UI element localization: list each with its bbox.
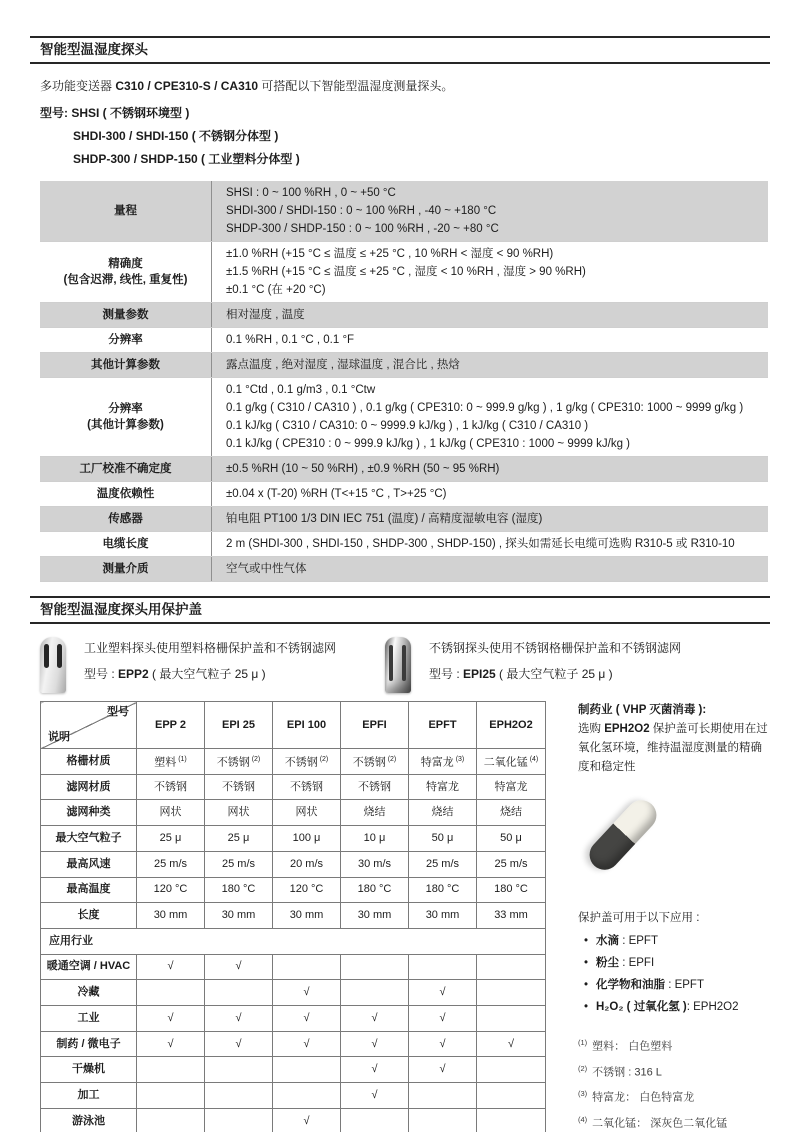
spec-value-line: 露点温度 , 绝对湿度 , 湿球温度 , 混合比 , 热焓 [226,359,460,371]
caps-usage-list [578,930,770,1018]
value-cell: 120 °C [137,877,205,903]
spec-row [40,378,768,457]
probe-model-label: 型号 : [84,667,119,681]
check-cell: √ [341,1006,409,1032]
column-header: EPFT [409,702,477,749]
spec-row-label [40,482,212,507]
column-header: EPI 25 [205,702,273,749]
pharma-note [578,720,770,777]
protection-row [41,1057,546,1083]
row-label: 滤网材质 [41,774,137,800]
spec-row-label [40,557,212,582]
bullet-term: 粉尘 [596,957,619,969]
spec-row [40,482,768,507]
bullet-value: : EPH2O2 [686,1001,739,1013]
spec-value-line: SHDP-300 / SHDP-150 : 0 ~ 100 %RH , -20 ~ +80 °C [226,223,499,235]
protection-row [41,928,546,954]
probe-card-text [84,636,336,682]
protection-row [41,1006,546,1032]
row-label: 冷藏 [41,980,137,1006]
check-cell [137,1083,205,1109]
spec-row-label [40,532,212,557]
spec-value-line: 2 m (SHDI-300 , SHDI-150 , SHDP-300 , SHDP-150) , 探头如需延长电缆可选购 R310-5 或 R310-10 [226,538,735,550]
check-cell: √ [205,954,273,980]
model-line: SHDI-300 / SHDI-150 ( 不锈钢分体型 ) [73,129,279,143]
value-cell: 特富龙 [477,774,546,800]
value-cell: 180 °C [409,877,477,903]
spec-value-line: ±1.5 %RH (+15 °C ≤ 温度 ≤ +25 °C , 湿度 < 10 %RH , 湿度 > 90 %RH) [226,266,586,278]
protection-head-row [41,702,546,749]
check-cell: √ [409,1006,477,1032]
value-cell: 特富龙 [409,774,477,800]
value-cell: 不锈钢 [205,774,273,800]
bullet-value: : EPFT [619,935,658,947]
spec-value-line: 0.1 kJ/kg ( CPE310 : 0 ~ 999.9 kJ/kg ) , 1 kJ/kg ( CPE310 : 1000 ~ 9999 kJ/kg ) [226,438,630,450]
protection-row [41,774,546,800]
value-cell: 不锈钢 [341,774,409,800]
spec-value-line: 0.1 °Ctd , 0.1 g/m3 , 0.1 °Ctw [226,384,376,396]
spec-row-value [212,303,769,328]
intro-models-bold: C310 / CPE310-S / CA310 [115,79,259,93]
bullet-term: 水滴 [596,935,619,947]
value-cell: 30 mm [205,903,273,929]
spec-row-label [40,328,212,353]
model-line: 型号: SHSI ( 不锈钢环境型 ) [40,106,190,120]
value-cell: 25 m/s [477,851,546,877]
protection-row [41,1031,546,1057]
value-cell: 180 °C [341,877,409,903]
spec-row [40,457,768,482]
check-cell: √ [205,1006,273,1032]
check-cell [341,954,409,980]
spec-value-line: 0.1 %RH , 0.1 °C , 0.1 °F [226,334,355,346]
footnote-marker: (1) [578,1038,588,1047]
row-label: 工业 [41,1006,137,1032]
spec-table-body [40,181,768,582]
probe-model-line [429,666,681,682]
spec-row-label [40,353,212,378]
steel-probe-cap-icon [385,637,411,693]
footnote [578,1032,770,1058]
value-cell: 网状 [137,800,205,826]
check-cell [137,1057,205,1083]
pharma-note-post: 保护盖可长期使用在过氧化氢环境，维持温湿度测量的精确度和稳定性 [578,723,768,773]
spec-value-line: 铂电阻 PT100 1/3 DIN IEC 751 (温度) / 高精度湿敏电容 (湿度) [226,513,543,525]
bullet-term: 化学物和油脂 [596,979,665,991]
capsule-icon [583,794,662,876]
footnotes [578,1032,770,1132]
check-cell [273,1083,341,1109]
check-cell [205,1108,273,1132]
spec-row [40,353,768,378]
value-cell: 30 mm [341,903,409,929]
spec-row-value [212,181,769,242]
spec-label-text: 工厂校准不确定度 [79,463,172,475]
column-header: EPP 2 [137,702,205,749]
intro-text-pre: 多功能变送器 [40,79,116,93]
bullet-value: : EPFT [665,979,704,991]
spec-row-value [212,457,769,482]
row-label: 最高温度 [41,877,137,903]
spec-label-text: 温度依赖性 [96,488,155,500]
row-label: 滤网种类 [41,800,137,826]
spec-label-text: 分辨率 [108,403,143,415]
value-cell: 烧结 [477,800,546,826]
check-cell [273,954,341,980]
bullet-term: H₂O₂ ( 过氧化氢 ) [596,1001,687,1013]
check-cell [477,1083,546,1109]
check-cell: √ [409,1057,477,1083]
value-cell: 180 °C [477,877,546,903]
spec-row-label [40,507,212,532]
check-cell [341,980,409,1006]
list-item [578,930,770,952]
spec-row [40,328,768,353]
pharma-title: 制药业 ( VHP 灭菌消毒 ): [578,704,707,716]
spec-label-text: 传感器 [108,513,143,525]
check-cell [477,954,546,980]
probe-slot [57,644,62,668]
bullet-value: : EPFI [619,957,655,969]
spec-value-line: 空气或中性气体 [226,563,307,575]
spec-value-line: 相对湿度 , 温度 [226,309,305,321]
spec-row-label [40,378,212,457]
check-cell [341,1108,409,1132]
footnote-text: 特富龙： 白色特富龙 [592,1091,695,1104]
protection-row [41,954,546,980]
value-cell: 50 μ [477,826,546,852]
value-cell: 100 μ [273,826,341,852]
probe-model-label: 型号 : [429,667,464,681]
row-label: 游泳池 [41,1108,137,1132]
probe-card-text [429,636,681,682]
probe-slot [44,644,49,668]
eph2o2-cap-image [578,777,770,895]
spec-label-text: 量程 [114,205,137,217]
value-cell: 烧结 [409,800,477,826]
value-cell: 不锈钢 $^{(2)}$ [273,749,341,775]
section2-title: 智能型温湿度探头用保护盖 [40,602,202,617]
check-cell: √ [205,1031,273,1057]
probe-description: 工业塑料探头使用塑料格栅保护盖和不锈钢滤网 [84,641,337,655]
check-cell [409,1108,477,1132]
row-section-label: 应用行业 [41,928,546,954]
probe-model-code: EPP2 [118,667,149,681]
value-cell: 25 μ [137,826,205,852]
check-cell [477,1108,546,1132]
value-cell: 33 mm [477,903,546,929]
value-cell: 30 m/s [341,851,409,877]
value-cell: 25 m/s [205,851,273,877]
footnote [578,1058,770,1084]
check-cell: √ [409,980,477,1006]
bottom-section [40,701,770,1132]
protection-row [41,980,546,1006]
check-cell [409,1083,477,1109]
probe-cards-row [40,636,770,693]
spec-row-value [212,532,769,557]
spec-label-subtext: (其他计算参数) [87,419,164,431]
probe-model-note: ( 最大空气粒子 25 μ ) [148,667,266,681]
check-cell [477,1006,546,1032]
model-list [40,102,770,171]
value-cell: 25 m/s [409,851,477,877]
probe-model-code: EPI25 [463,667,496,681]
check-cell [205,1057,273,1083]
pharma-note-model: EPH2O2 [604,723,650,735]
value-cell: 30 mm [273,903,341,929]
column-header: EPI 100 [273,702,341,749]
column-header: EPH2O2 [477,702,546,749]
value-cell: 塑料 $^{(1)}$ [137,749,205,775]
row-label: 长度 [41,903,137,929]
check-cell: √ [273,1108,341,1132]
footnote [578,1083,770,1109]
footnote-text: 不锈钢 : 316 L [592,1066,662,1079]
spec-label-text: 精确度 [108,258,143,270]
footnote-marker: (4) [578,1114,588,1124]
intro-text-post: 可搭配以下智能型温湿度测量探头。 [258,79,454,93]
footnote-marker: (3) [578,1089,588,1099]
check-cell: √ [341,1057,409,1083]
footnote [578,1109,770,1132]
spec-row [40,181,768,242]
intro-paragraph [40,78,770,94]
model-line: SHDP-300 / SHDP-150 ( 工业塑料分体型 ) [73,152,300,166]
corner-header-cell [41,702,137,749]
footnote-marker: (2) [578,1063,588,1073]
value-cell: 25 μ [205,826,273,852]
section1-title: 智能型温湿度探头 [40,42,148,57]
probe-description: 不锈钢探头使用不锈钢格栅保护盖和不锈钢滤网 [429,641,682,655]
row-label: 暖通空调 / HVAC [41,954,137,980]
pharma-sidebar [578,701,770,1132]
spec-label-text: 分辨率 [108,334,143,346]
spec-value-line: 0.1 kJ/kg ( C310 / CA310: 0 ~ 9999.9 kJ/kg ) , 1 kJ/kg ( C310 / CA310 ) [226,420,589,432]
protection-row [41,1108,546,1132]
check-cell: √ [477,1031,546,1057]
spec-row-value [212,557,769,582]
spec-value-line: ±0.1 °C (在 +20 °C) [226,284,326,296]
caps-usage-title: 保护盖可用于以下应用 : [578,912,700,924]
footnote-text: 塑料： 白色塑料 [592,1040,673,1053]
protection-row [41,826,546,852]
probe-card-epp2 [40,636,385,693]
value-cell: 网状 [205,800,273,826]
spec-row-value [212,353,769,378]
probe-card-epi25 [385,636,681,693]
row-label: 干燥机 [41,1057,137,1083]
spec-row-value [212,242,769,303]
check-cell: √ [137,1006,205,1032]
column-header: EPFI [341,702,409,749]
row-label: 加工 [41,1083,137,1109]
check-cell: √ [137,1031,205,1057]
value-cell: 不锈钢 [273,774,341,800]
protection-row [41,800,546,826]
value-cell: 180 °C [205,877,273,903]
protection-row [41,851,546,877]
spec-row-label [40,181,212,242]
row-label: 格栅材质 [41,749,137,775]
spec-row-label [40,303,212,328]
spec-value-line: SHDI-300 / SHDI-150 : 0 ~ 100 %RH , -40 ~ +180 °C [226,205,497,217]
spec-label-text: 电缆长度 [102,538,149,550]
check-cell [137,1108,205,1132]
corner-label-model: 型号 [107,706,129,718]
value-cell: 50 μ [409,826,477,852]
value-cell: 120 °C [273,877,341,903]
spec-value-line: ±0.04 x (T-20) %RH (T<+15 °C , T>+25 °C) [226,488,447,500]
probe-model-line [84,666,336,682]
spec-table [40,181,768,582]
spec-row [40,507,768,532]
check-cell: √ [273,1031,341,1057]
spec-row [40,532,768,557]
probe-model-note: ( 最大空气粒子 25 μ ) [495,667,613,681]
check-cell [273,1057,341,1083]
spec-label-text: 测量介质 [102,563,149,575]
probe-slot [389,645,393,681]
spec-row-value [212,482,769,507]
list-item [578,996,770,1018]
spec-row-value [212,378,769,457]
value-cell: 特富龙 $^{(3)}$ [409,749,477,775]
protection-table [40,701,546,1132]
check-cell [137,980,205,1006]
value-cell: 二氧化锰 $^{(4)}$ [477,749,546,775]
spec-label-text: 测量参数 [102,309,149,321]
protection-row [41,1083,546,1109]
value-cell: 网状 [273,800,341,826]
row-label: 最大空气粒子 [41,826,137,852]
spec-label-subtext: (包含迟滞, 线性, 重复性) [63,274,188,286]
check-cell: √ [341,1083,409,1109]
check-cell: √ [341,1031,409,1057]
value-cell: 30 mm [137,903,205,929]
check-cell [477,1057,546,1083]
footnote-text: 二氧化锰： 深灰色二氧化锰 [592,1117,728,1130]
check-cell [477,980,546,1006]
spec-row [40,557,768,582]
spec-row-value [212,328,769,353]
spec-row-label [40,242,212,303]
spec-row [40,303,768,328]
value-cell: 不锈钢 $^{(2)}$ [341,749,409,775]
check-cell [205,980,273,1006]
plastic-probe-cap-icon [40,637,66,693]
check-cell: √ [273,980,341,1006]
value-cell: 不锈钢 [137,774,205,800]
protection-row [41,903,546,929]
protection-row [41,877,546,903]
corner-label-description: 说明 [48,731,70,743]
probe-slot [402,645,406,681]
spec-value-line: ±0.5 %RH (10 ~ 50 %RH) , ±0.9 %RH (50 ~ 95 %RH) [226,463,500,475]
pharma-note-pre: 选购 [578,723,605,735]
value-cell: 烧结 [341,800,409,826]
check-cell [205,1083,273,1109]
value-cell: 20 m/s [273,851,341,877]
section1-header [30,36,770,64]
check-cell [409,954,477,980]
value-cell: 不锈钢 $^{(2)}$ [205,749,273,775]
spec-value-line: SHSI : 0 ~ 100 %RH , 0 ~ +50 °C [226,187,396,199]
spec-value-line: 0.1 g/kg ( C310 / CA310 ) , 0.1 g/kg ( CPE310: 0 ~ 999.9 g/kg ) , 1 g/kg ( CPE310: 1000 ~ 9999 g/kg ) [226,402,744,414]
spec-row-value [212,507,769,532]
spec-row [40,242,768,303]
check-cell: √ [273,1006,341,1032]
list-item [578,974,770,996]
row-label: 最高风速 [41,851,137,877]
spec-value-line: ±1.0 %RH (+15 °C ≤ 温度 ≤ +25 °C , 10 %RH < 湿度 < 90 %RH) [226,248,554,260]
section2-header [30,596,770,624]
value-cell: 25 m/s [137,851,205,877]
row-label: 制药 / 微电子 [41,1031,137,1057]
spec-row-label [40,457,212,482]
list-item [578,952,770,974]
protection-table-body [41,749,546,1132]
check-cell: √ [409,1031,477,1057]
spec-label-text: 其他计算参数 [91,359,160,371]
protection-row [41,749,546,775]
value-cell: 30 mm [409,903,477,929]
check-cell: √ [137,954,205,980]
value-cell: 10 μ [341,826,409,852]
